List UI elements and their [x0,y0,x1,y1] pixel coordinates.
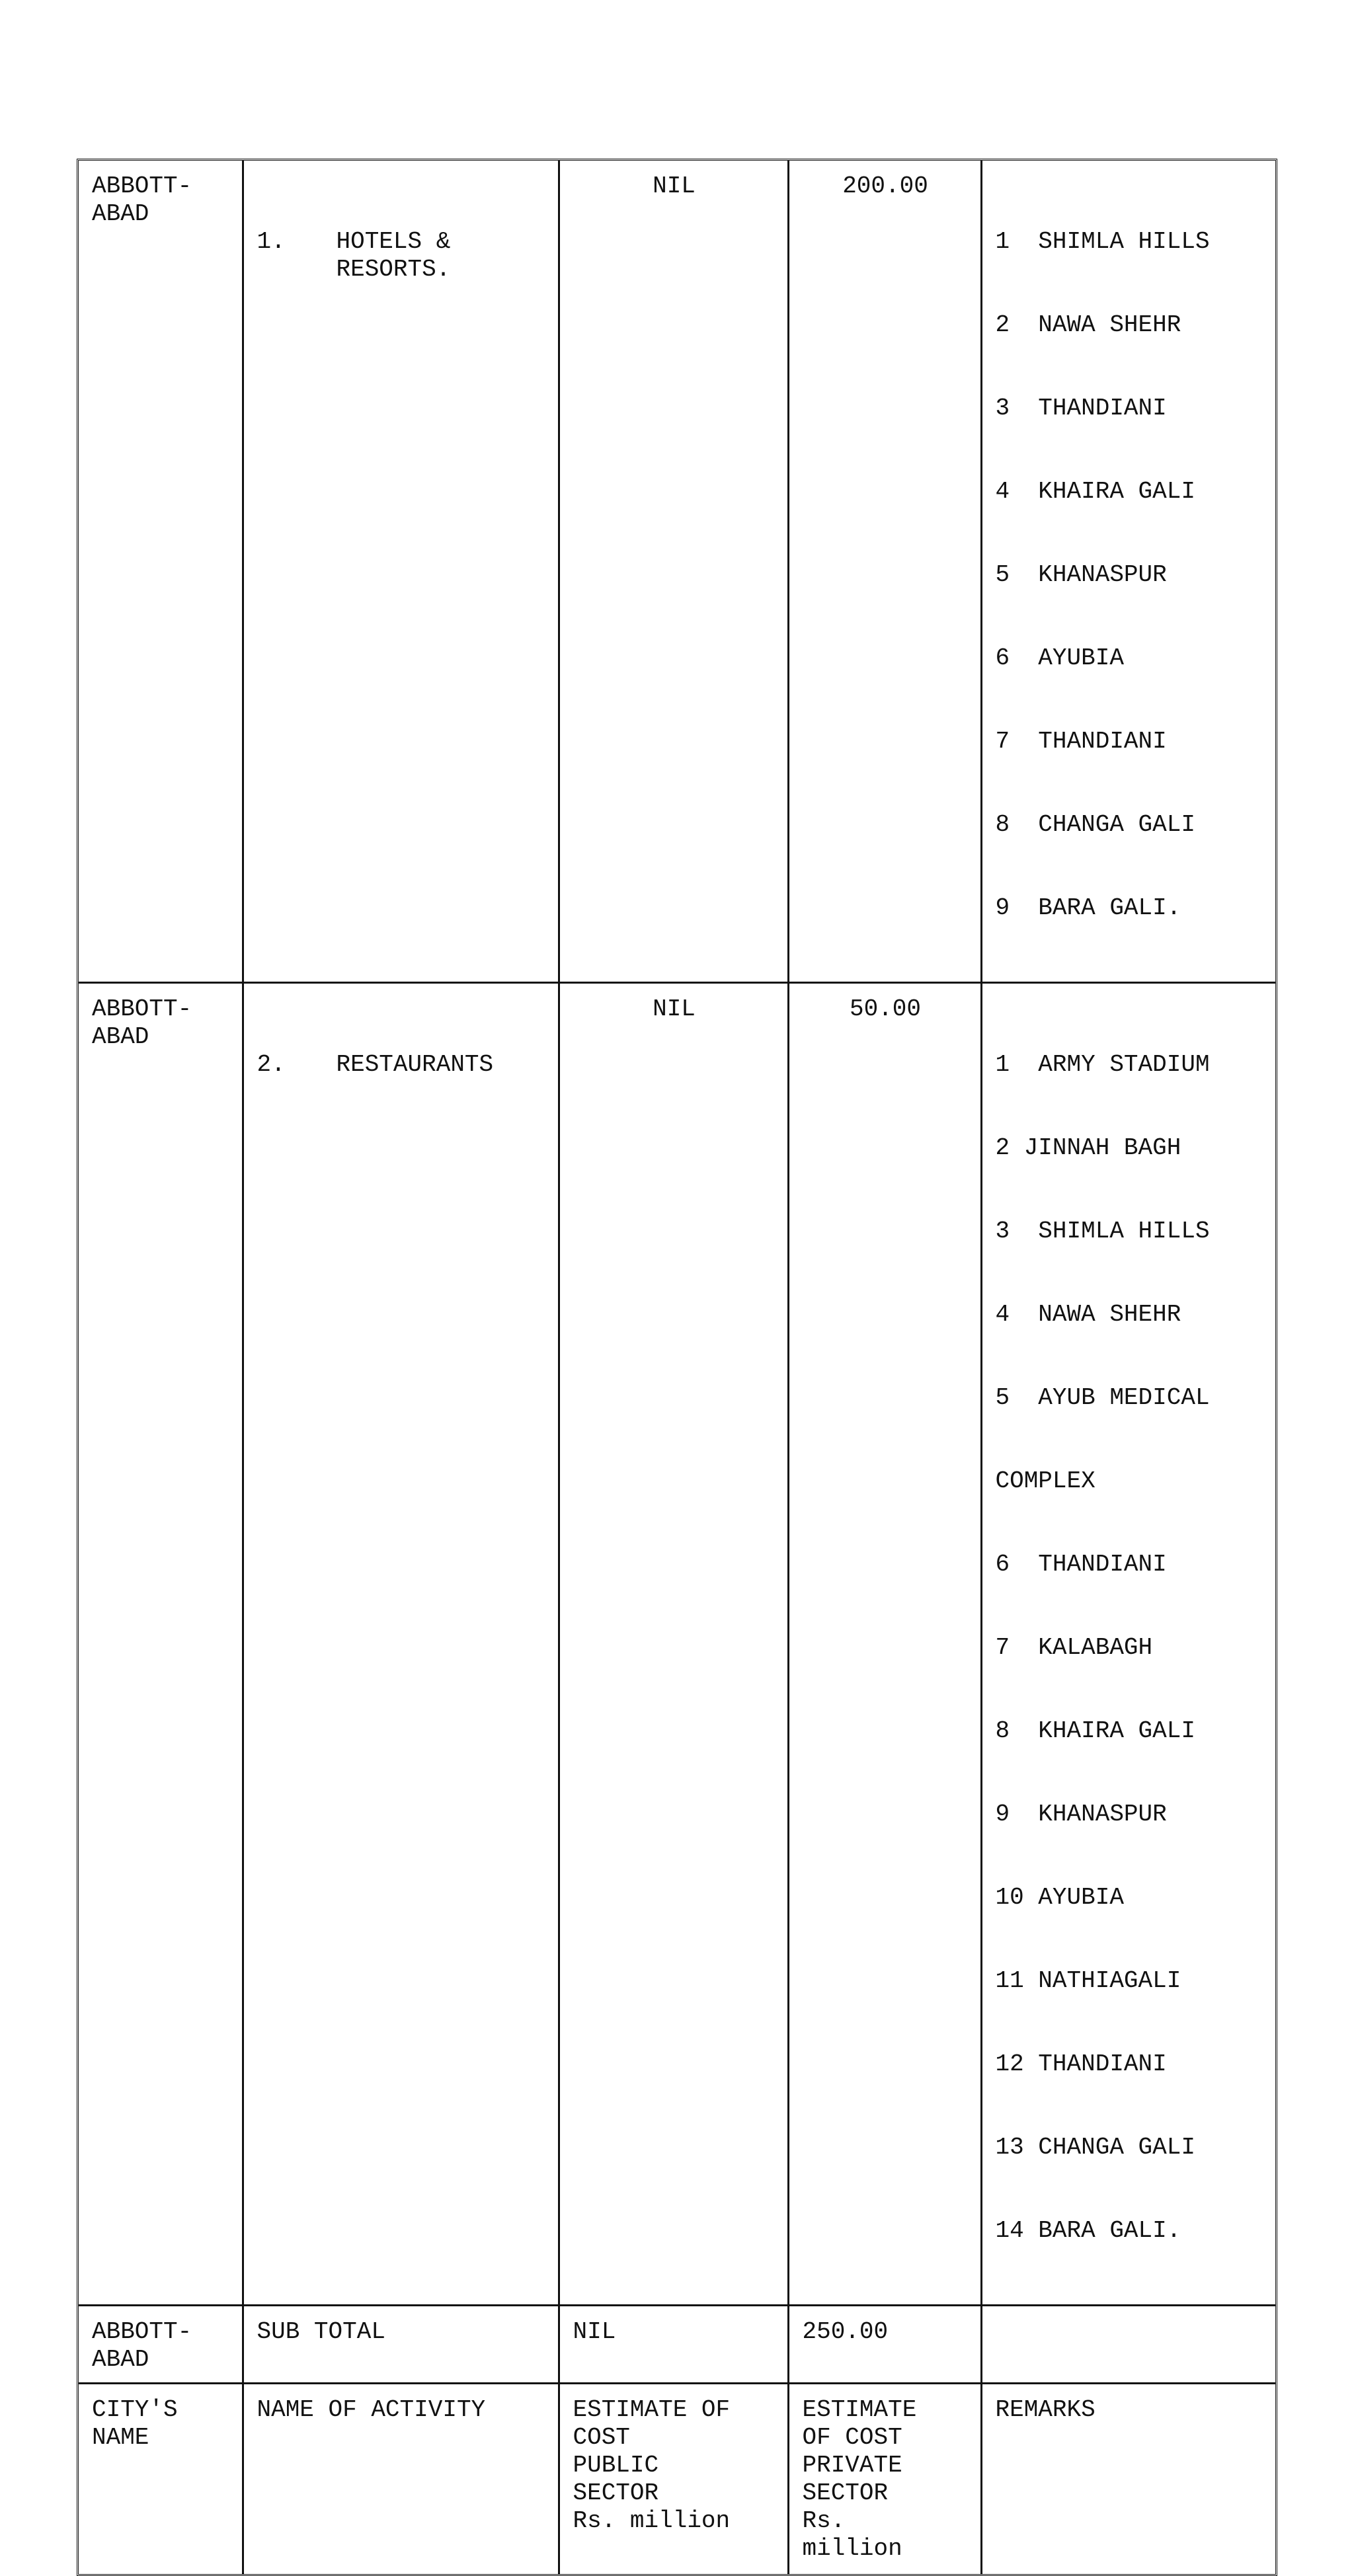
private-cost-cell: 200.00 [788,161,981,983]
remark-line: 9 BARA GALI. [995,894,1181,921]
remark-line: 12 THANDIANI [995,2050,1167,2078]
remark-line: 8 KHAIRA GALI [995,1717,1195,1744]
activity-cost-table-frame [77,159,1277,2576]
remark-line: 13 CHANGA GALI [995,2134,1195,2161]
table-header-row [79,2384,1275,2574]
subtotal-label: SUB TOTAL [243,2306,559,2384]
header-private-cost: ESTIMATE OF COST PRIVATE SECTOR Rs. million [788,2384,981,2574]
remarks-cell [981,2306,1275,2384]
remark-line: 3 THANDIANI [995,395,1167,422]
remark-line: 6 AYUBIA [995,644,1124,672]
public-cost-cell: NIL [559,161,788,983]
remark-line: 7 THANDIANI [995,728,1167,755]
remark-line: 6 THANDIANI [995,1551,1167,1578]
activity-name: RESTAURANTS [336,1051,494,1078]
remark-line: 1 SHIMLA HILLS [995,228,1210,255]
table-row-restaurants [79,983,1275,2306]
activity-number: 2. [257,1051,286,1078]
header-city: CITY'S NAME [79,2384,243,2574]
header-activity: NAME OF ACTIVITY [243,2384,559,2574]
table-row-subtotal [79,2306,1275,2384]
remark-line: 14 BARA GALI. [995,2217,1181,2244]
city-cell: ABBOTT- ABAD [79,161,243,983]
remark-line: 8 CHANGA GALI [995,811,1195,838]
remark-line: 5 KHANASPUR [995,561,1167,588]
activity-cell [243,983,559,2306]
remark-line: 7 KALABAGH [995,1634,1153,1661]
remark-line: 2 JINNAH BAGH [995,1134,1181,1161]
public-cost-cell: NIL [559,983,788,2306]
remarks-cell [981,161,1275,983]
remark-line: 10 AYUBIA [995,1884,1124,1911]
remark-line: 3 SHIMLA HILLS [995,1218,1210,1245]
activity-name: HOTELS & RESORTS. [336,228,451,283]
header-public-cost: ESTIMATE OF COST PUBLIC SECTOR Rs. million [559,2384,788,2574]
remark-line: 1 ARMY STADIUM [995,1051,1210,1078]
city-cell: ABBOTT- ABAD [79,983,243,2306]
header-remarks: REMARKS [981,2384,1275,2574]
remark-line: 4 KHAIRA GALI [995,478,1195,505]
remarks-cell [981,983,1275,2306]
remark-line: 5 AYUB MEDICAL [995,1384,1210,1411]
private-cost-cell: 50.00 [788,983,981,2306]
private-cost-cell: 250.00 [788,2306,981,2384]
remark-line: 11 NATHIAGALI [995,1967,1181,1994]
public-cost-cell: NIL [559,2306,788,2384]
remark-line: 4 NAWA SHEHR [995,1301,1181,1328]
activity-number: 1. [257,228,286,255]
activity-cell [243,161,559,983]
remark-line: COMPLEX [995,1467,1095,1495]
activity-cost-table [79,161,1275,2574]
remark-line: 9 KHANASPUR [995,1801,1167,1828]
table-row-hotels [79,161,1275,983]
city-cell: ABBOTT- ABAD [79,2306,243,2384]
remark-line: 2 NAWA SHEHR [995,311,1181,338]
